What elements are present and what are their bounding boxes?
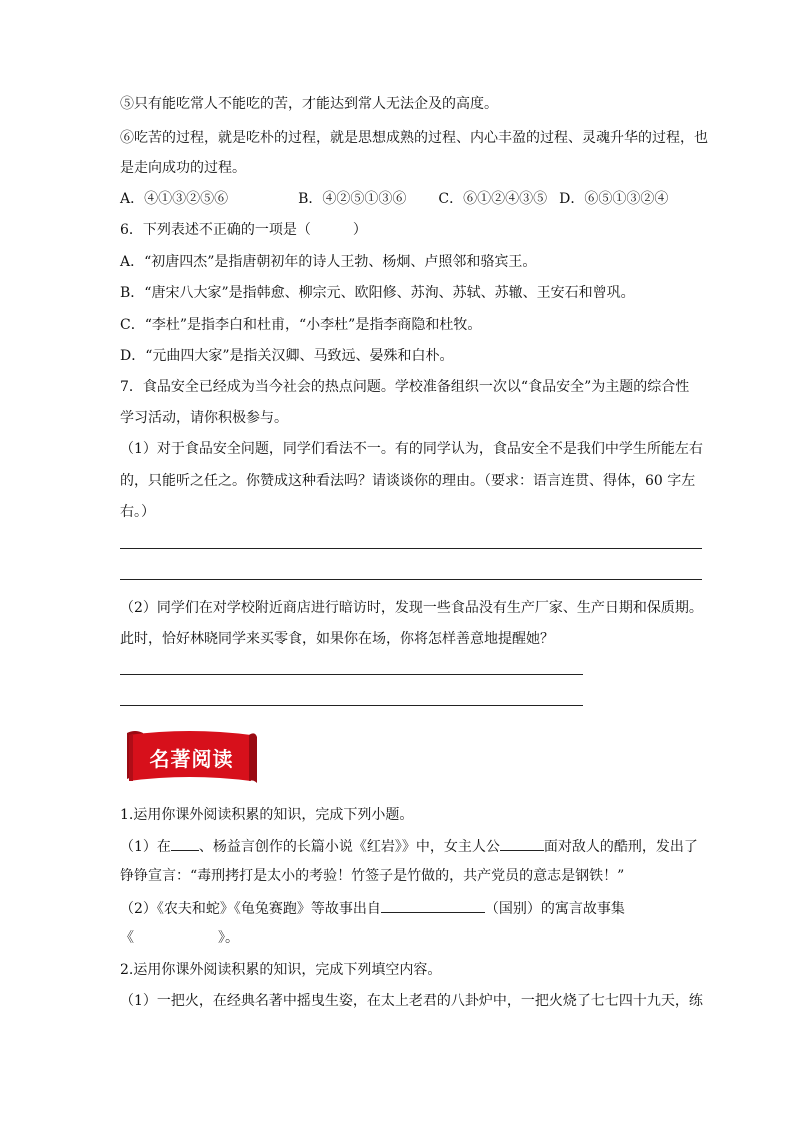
sentence-6-line1: ⑥吃苦的过程，就是吃朴的过程，就是思想成熟的过程、内心丰盈的过程、灵魂升华的过程，也 [120, 130, 708, 146]
option-b: B．④②⑤①③⑥ [298, 191, 407, 207]
question-6: 6．下列表述不正确的一项是（ ） [120, 222, 367, 238]
reading-q1-part2-line1 [120, 898, 625, 919]
q7-part2-line2: 此时，恰好林晓同学来买零食，如果你在场，你将怎样善意地提醒她？ [120, 631, 554, 647]
q6-option-d: D．“元曲四大家”是指关汉卿、马致远、晏殊和白朴。 [120, 348, 454, 364]
q7-part1-line1: （1）对于食品安全问题，同学们看法不一。有的同学认为，食品安全不是我们中学生所能左右 [120, 441, 703, 457]
text-fragment: （1）在 [120, 839, 171, 855]
banner-title: 名著阅读 [149, 747, 234, 771]
reading-q1-part1-line2: 铮铮宣言：“毒刑拷打是太小的考验！竹签子是竹做的，共产党员的意志是钢铁！” [120, 868, 625, 884]
reading-q2: 2.运用你课外阅读积累的知识，完成下列填空内容。 [120, 962, 442, 978]
q7-part1-line2: 的，只能听之任之。你赞成这种看法吗？请谈谈你的理由。（要求：语言连贯、得体，60 字左 [120, 473, 696, 489]
option-a: A．④①③②⑤⑥ [120, 191, 229, 207]
q5-options [120, 189, 668, 209]
text-fragment: 面对敌人的酷刑，发出了 [543, 839, 698, 855]
q7-part1-line3: 右。） [120, 504, 155, 520]
answer-line[interactable] [120, 705, 583, 706]
text-fragment: 《 [120, 930, 134, 946]
q6-option-a: A．“初唐四杰”是指唐朝初年的诗人王勃、杨炯、卢照邻和骆宾王。 [120, 254, 537, 270]
q7-part2-line1: （2）同学们在对学校附近商店进行暗访时，发现一些食品没有生产厂家、生产日期和保质期。 [120, 600, 703, 616]
text-fragment: （2）《农夫和蛇》《龟兔赛跑》等故事出自 [120, 901, 381, 917]
q6-option-c: C．“李杜”是指李白和杜甫，“小李杜”是指李商隐和杜牧。 [120, 317, 482, 333]
answer-line[interactable] [120, 548, 702, 549]
fill-blank[interactable] [171, 836, 199, 851]
text-fragment: 、杨益言创作的长篇小说《红岩》》中，女主人公 [198, 839, 500, 855]
question-7-line2: 学习活动，请你积极参与。 [120, 410, 288, 426]
fill-blank[interactable] [500, 836, 544, 851]
reading-q1: 1.运用你课外阅读积累的知识，完成下列小题。 [120, 807, 414, 823]
fill-blank[interactable] [381, 898, 485, 913]
option-d: D．⑥⑤①③②④ [559, 191, 669, 207]
text-fragment: （国别）的寓言故事集 [484, 901, 625, 917]
reading-q1-part1-line1 [120, 836, 698, 857]
sentence-5: ⑤只有能吃常人不能吃的苦，才能达到常人无法企及的高度。 [120, 96, 498, 112]
question-7-line1: 7．食品安全已经成为当今社会的热点问题。学校准备组织一次以“食品安全”为主题的综合性 [120, 379, 690, 395]
option-c: C．⑥①②④③⑤ [438, 191, 548, 207]
reading-q1-part2-line2 [120, 928, 239, 948]
q6-option-b: B．“唐宋八大家”是指韩愈、柳宗元、欧阳修、苏洵、苏轼、苏辙、王安石和曾巩。 [120, 285, 635, 301]
answer-line[interactable] [120, 579, 702, 580]
section-banner [123, 727, 260, 789]
text-fragment: 》。 [218, 930, 239, 946]
sentence-6-line2: 是走向成功的过程。 [120, 160, 246, 176]
answer-line[interactable] [120, 674, 583, 675]
reading-q2-part1: （1）一把火，在经典名著中摇曳生姿，在太上老君的八卦炉中，一把火烧了七七四十九天，练 [120, 993, 703, 1009]
